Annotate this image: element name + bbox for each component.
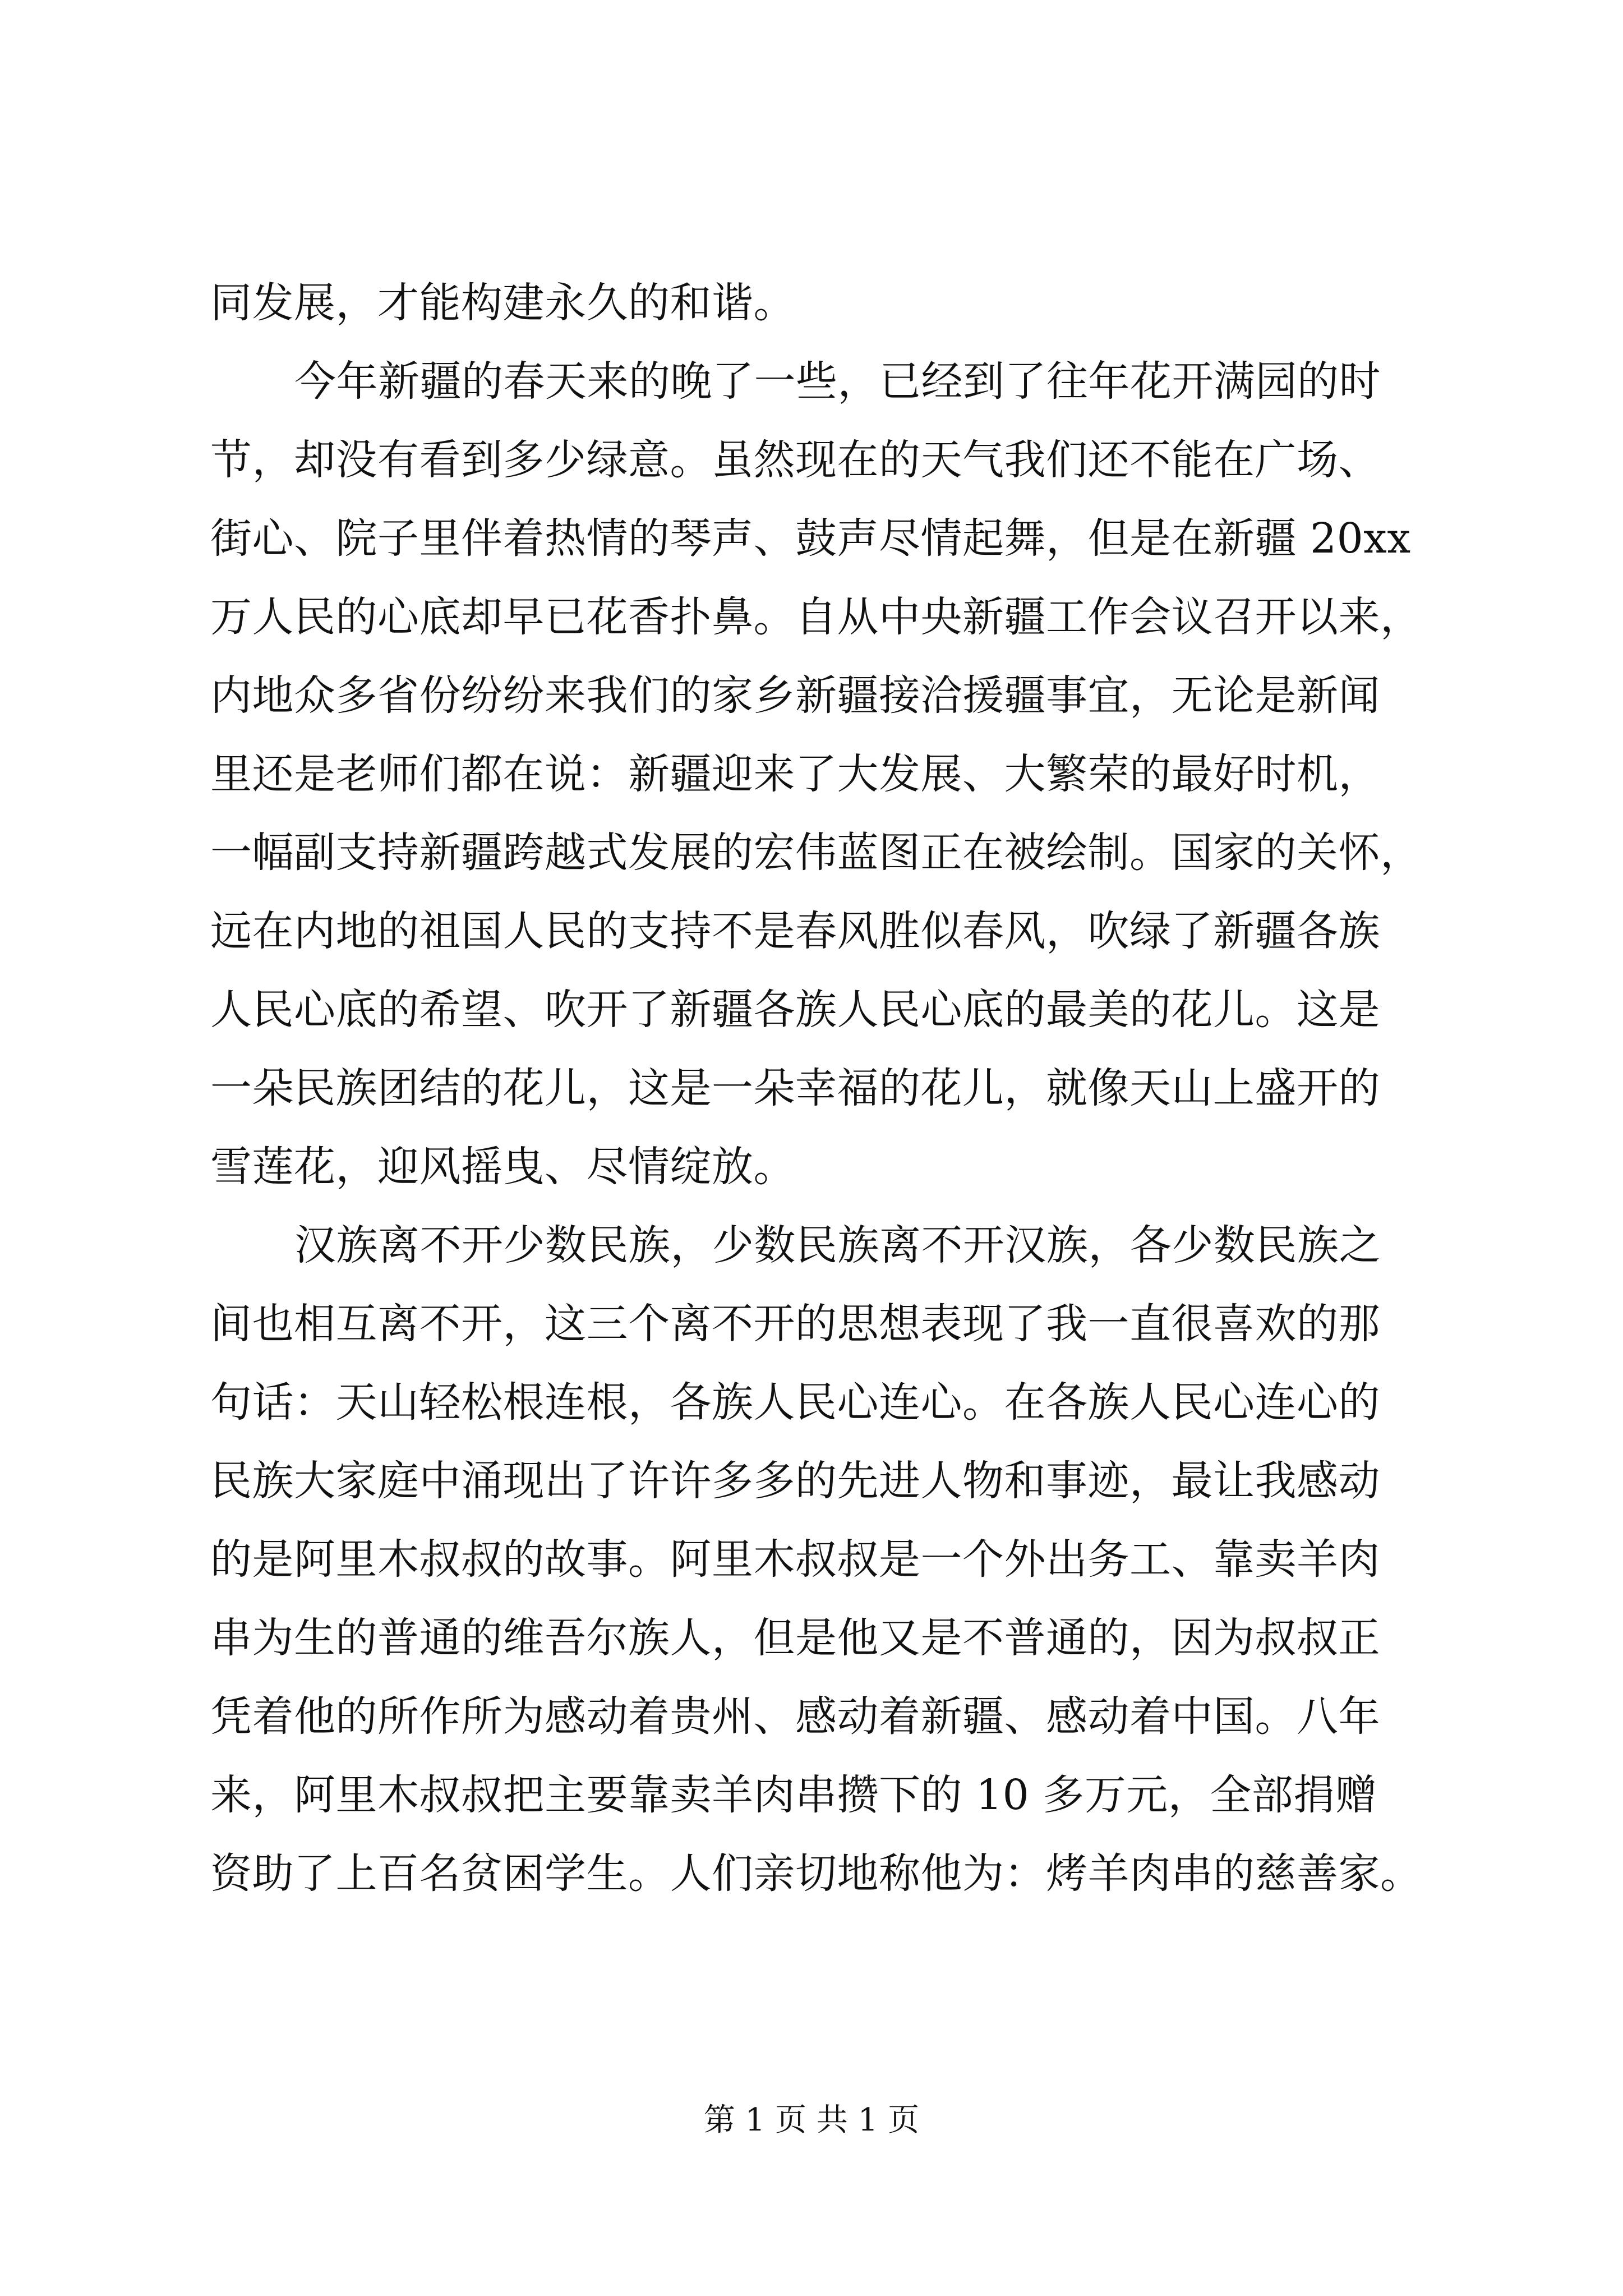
text-line: 远在内地的祖国人民的支持不是春风胜似春风，吹绿了新疆各族	[210, 907, 1380, 955]
text-line: 街心、院子里伴着热情的琴声、鼓声尽情起舞，但是在新疆 20xx	[210, 514, 1411, 563]
text-line: 资助了上百名贫困学生。人们亲切地称他为：烤羊肉串的慈善家。	[210, 1849, 1422, 1898]
text-line: 同发展，才能构建永久的和谐。	[210, 279, 795, 327]
text-line: 万人民的心底却早已花香扑鼻。自从中央新疆工作会议召开以来，	[210, 593, 1422, 641]
text-line: 民族大家庭中涌现出了许许多多的先进人物和事迹，最让我感动	[210, 1457, 1380, 1505]
text-line: 凭着他的所作所为感动着贵州、感动着新疆、感动着中国。八年	[210, 1692, 1380, 1741]
text-line: 句话：天山轻松根连根，各族人民心连心。在各族人民心连心的	[210, 1378, 1380, 1427]
text-line: 里还是老师们都在说：新疆迎来了大发展、大繁荣的最好时机，	[210, 750, 1380, 798]
page-footer	[0, 2098, 1623, 2143]
text-line: 间也相互离不开，这三个离不开的思想表现了我一直很喜欢的那	[210, 1300, 1380, 1348]
paragraph-start-line: 今年新疆的春天来的晚了一些，已经到了往年花开满园的时	[294, 357, 1381, 406]
text-line: 来，阿里木叔叔把主要靠卖羊肉串攒下的 10 多万元，全部捐赠	[210, 1771, 1377, 1819]
text-line: 节，却没有看到多少绿意。虽然现在的天气我们还不能在广场、	[210, 436, 1380, 484]
text-line: 雪莲花，迎风摇曳、尽情绽放。	[210, 1143, 795, 1191]
text-line: 内地众多省份纷纷来我们的家乡新疆接洽援疆事宜，无论是新闻	[210, 671, 1380, 720]
text-line: 一幅副支持新疆跨越式发展的宏伟蓝图正在被绘制。国家的关怀，	[210, 829, 1422, 877]
text-line: 串为生的普通的维吾尔族人，但是他又是不普通的，因为叔叔正	[210, 1614, 1380, 1662]
page-number-label: 第 1 页 共 1 页	[703, 2102, 920, 2138]
text-line: 的是阿里木叔叔的故事。阿里木叔叔是一个外出务工、靠卖羊肉	[210, 1535, 1380, 1584]
paragraph-start-line: 汉族离不开少数民族，少数民族离不开汉族，各少数民族之	[294, 1221, 1381, 1269]
text-line: 一朵民族团结的花儿，这是一朵幸福的花儿，就像天山上盛开的	[210, 1064, 1380, 1112]
text-line: 人民心底的希望、吹开了新疆各族人民心底的最美的花儿。这是	[210, 986, 1380, 1034]
